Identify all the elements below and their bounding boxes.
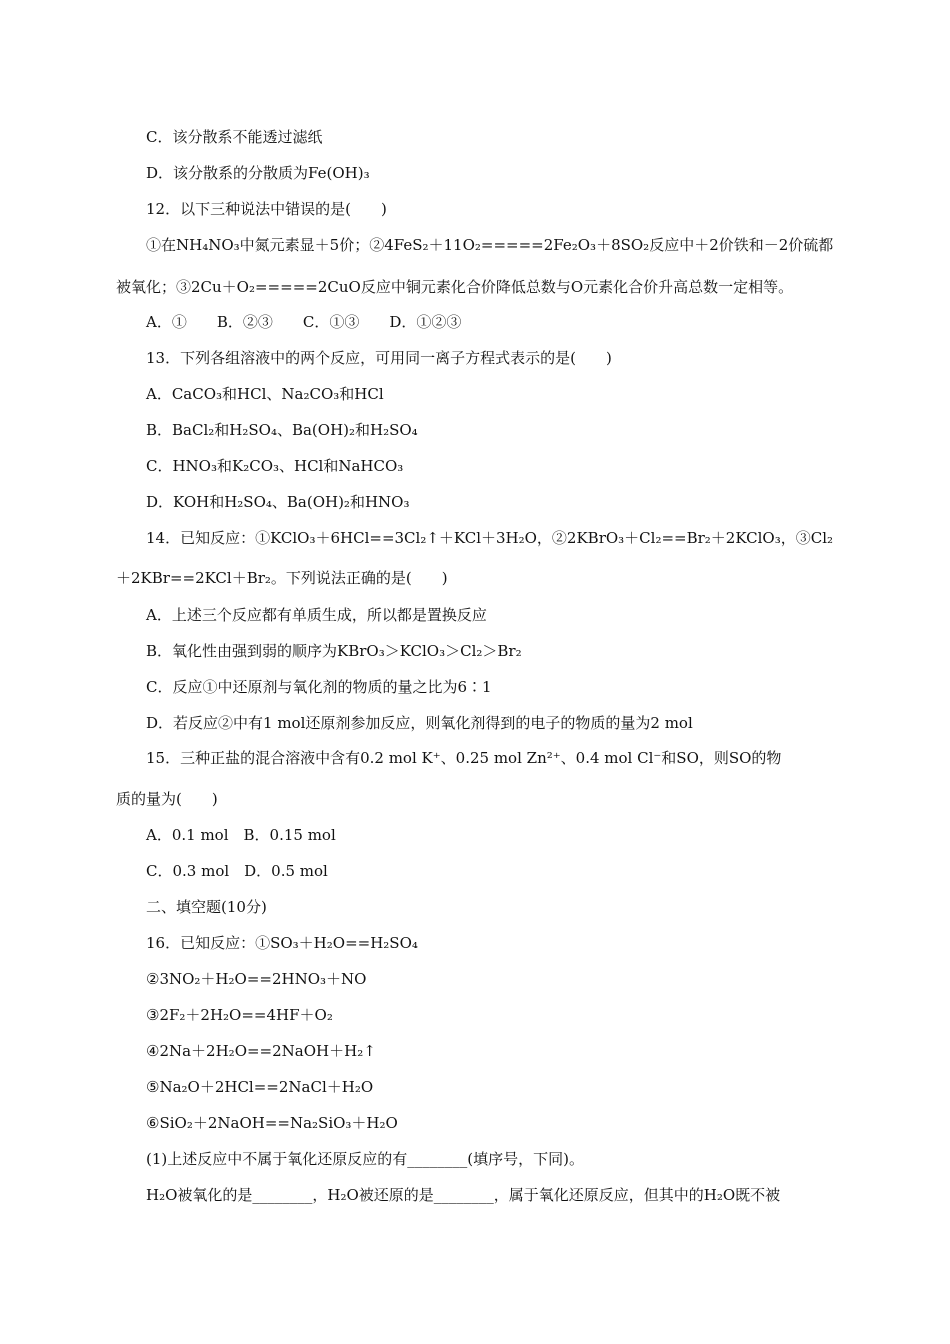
section-2-title: 二、填空题(10分) <box>146 898 267 916</box>
q13-option-b: B．BaCl₂和H₂SO₄、Ba(OH)₂和H₂SO₄ <box>146 421 418 439</box>
q14-option-a: A．上述三个反应都有单质生成，所以都是置换反应 <box>146 606 487 624</box>
q12-stem: 12．以下三种说法中错误的是( ) <box>146 200 387 218</box>
q12-body-line-2: 被氧化；③2Cu＋O₂=====2CuO反应中铜元素化合价降低总数与O元素化合价升高总数一定相等。 <box>116 278 794 296</box>
q15-stem-line-2: 质的量为( ) <box>116 790 218 808</box>
q16-reaction-4: ④2Na＋2H₂O==2NaOH＋H₂↑ <box>146 1042 376 1060</box>
q12-options: A．① B．②③ C．①③ D．①②③ <box>146 313 462 331</box>
q15-stem-line-1: 15．三种正盐的混合溶液中含有0.2 mol K⁺、0.25 mol Zn²⁺、0.4 mol Cl⁻和SO，则SO的物 <box>146 749 782 767</box>
q14-stem-line-2: ＋2KBr==2KCl＋Br₂。下列说法正确的是( ) <box>116 569 448 587</box>
q16-reaction-6: ⑥SiO₂＋2NaOH==Na₂SiO₃＋H₂O <box>146 1114 398 1132</box>
q13-option-c: C．HNO₃和K₂CO₃、HCl和NaHCO₃ <box>146 457 404 475</box>
q14-option-c: C．反应①中还原剂与氧化剂的物质的量之比为6∶1 <box>146 678 492 696</box>
q15-options-line-1: A．0.1 mol B．0.15 mol <box>146 826 336 844</box>
q11-option-d: D．该分散系的分散质为Fe(OH)₃ <box>146 164 370 182</box>
q14-option-d: D．若反应②中有1 mol还原剂参加反应，则氧化剂得到的电子的物质的量为2 mol <box>146 714 693 732</box>
q14-stem-line-1: 14．已知反应：①KClO₃＋6HCl==3Cl₂↑＋KCl＋3H₂O，②2KBrO₃＋Cl₂==Br₂＋2KClO₃，③Cl₂ <box>146 529 834 547</box>
q16-part-1: (1)上述反应中不属于氧化还原反应的有________(填序号，下同)。 <box>146 1150 584 1168</box>
q14-option-b: B．氧化性由强到弱的顺序为KBrO₃＞KClO₃＞Cl₂＞Br₂ <box>146 642 522 660</box>
q16-part-1-continued: H₂O被氧化的是________，H₂O被还原的是________，属于氧化还原反应，但其中的H₂O既不被 <box>146 1186 781 1204</box>
q13-option-a: A．CaCO₃和HCl、Na₂CO₃和HCl <box>146 385 384 403</box>
q16-stem: 16．已知反应：①SO₃＋H₂O==H₂SO₄ <box>146 934 418 952</box>
q16-reaction-5: ⑤Na₂O＋2HCl==2NaCl＋H₂O <box>146 1078 374 1096</box>
q15-options-line-2: C．0.3 mol D．0.5 mol <box>146 862 328 880</box>
q11-option-c: C．该分散系不能透过滤纸 <box>146 128 323 146</box>
q13-stem: 13．下列各组溶液中的两个反应，可用同一离子方程式表示的是( ) <box>146 349 612 367</box>
q13-option-d: D．KOH和H₂SO₄、Ba(OH)₂和HNO₃ <box>146 493 410 511</box>
q16-reaction-3: ③2F₂＋2H₂O==4HF＋O₂ <box>146 1006 333 1024</box>
q16-reaction-2: ②3NO₂＋H₂O==2HNO₃＋NO <box>146 970 367 988</box>
q12-body-line-1: ①在NH₄NO₃中氮元素显＋5价；②4FeS₂＋11O₂=====2Fe₂O₃＋8SO₂反应中＋2价铁和－2价硫都 <box>146 236 834 254</box>
